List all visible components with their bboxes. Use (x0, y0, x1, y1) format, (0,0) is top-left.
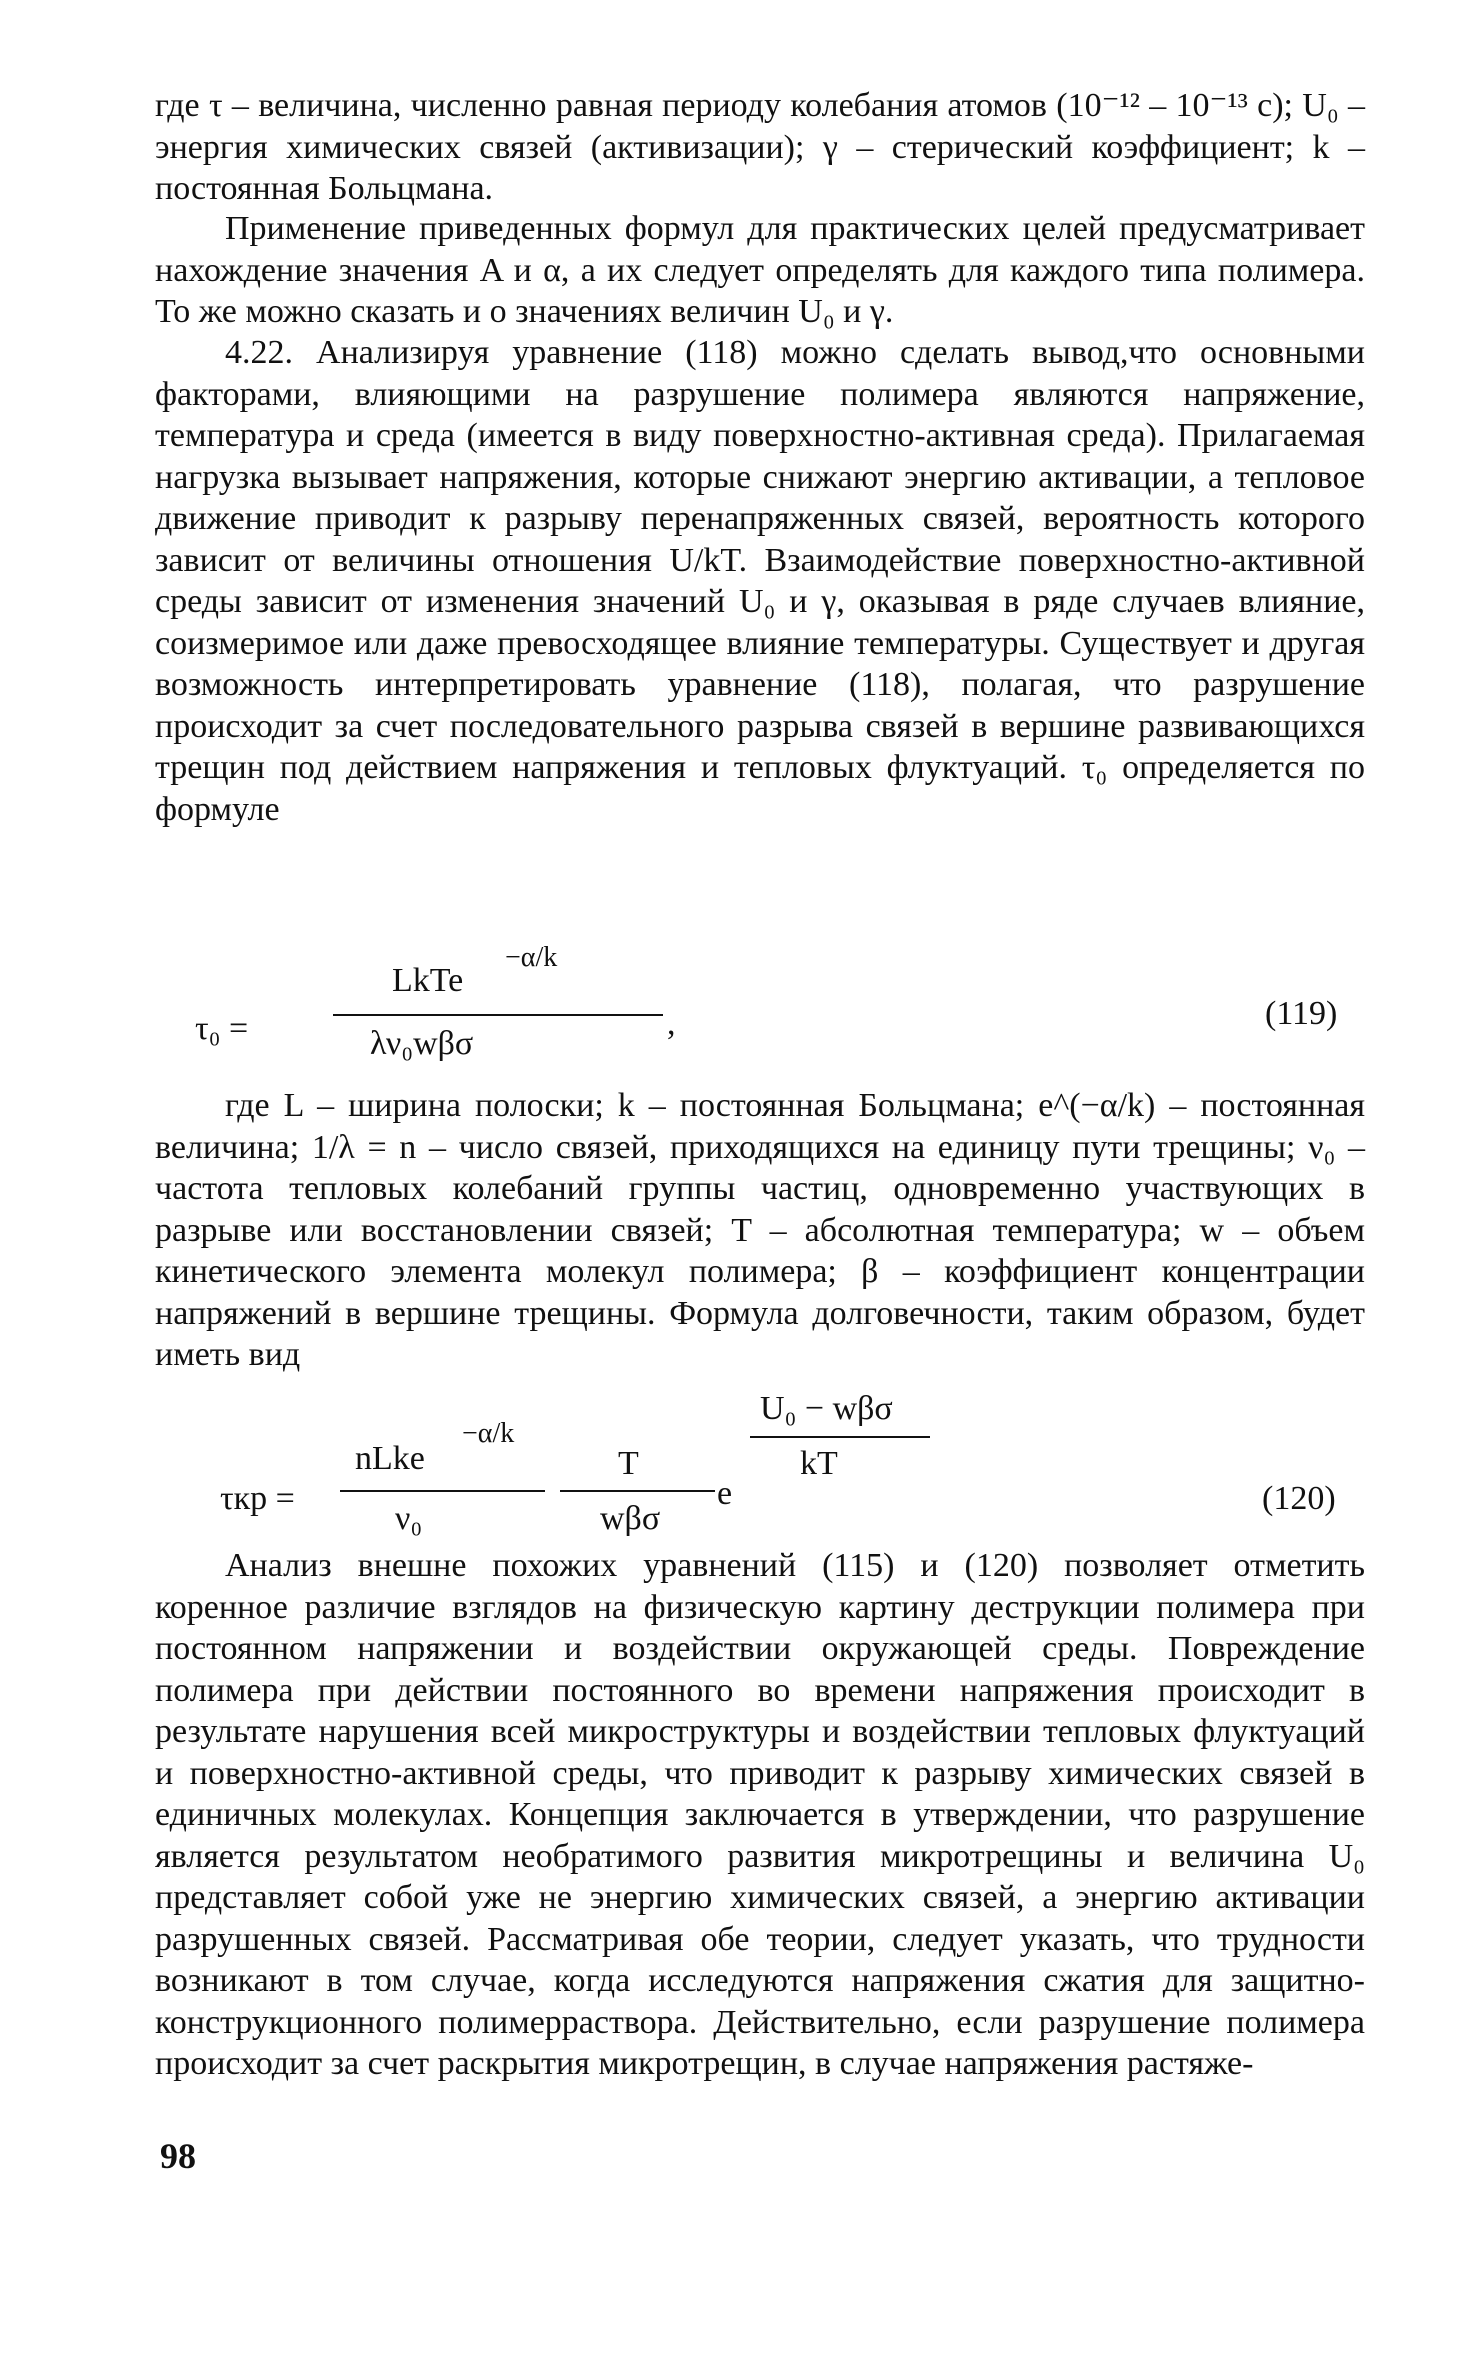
eq120-exponent-1: −α/k (462, 1418, 515, 1449)
eq119-fraction-line (333, 1014, 663, 1016)
eq120-numerator-1: nLke (355, 1440, 425, 1477)
eq120-number: (120) (1262, 1480, 1336, 1517)
paragraph-analysis (155, 1545, 1365, 2085)
paragraph-3: 4.22. Анализируя уравнение (118) можно сделать вывод,что основными факторами, влияющими на разрушение полимера являются напряжение, температура и среда (имеется в виду поверхностно-активная среда). Прилагаемая нагрузка вызывает напряжения, которые снижают энергию активации, а тепловое движение приводит к разрыву перенапряженных связей, вероятность которого зависит от величины отношения U/kT. Взаимодействие поверхностно-активной среды зависит от изменения значений U₀ и γ, оказывая в ряде случаев влияние, соизмеримое или даже превосходящее влияние температуры. Существует и другая возможность интерпретировать уравнение (118), полагая, что разрушение происходит за счет последовательного разрыва связей в вершине развивающихся трещин под действием напряжения и тепловых флуктуаций. τ₀ определяется по формуле (155, 334, 1365, 828)
eq120-numerator-2: T (618, 1445, 639, 1482)
eq120-exponent-line (750, 1436, 930, 1438)
eq120-exponent-denominator: kT (800, 1445, 838, 1482)
paragraph-1: где τ – величина, численно равная периоду колебания атомов (10⁻¹² – 10⁻¹³ с); U₀ – энергия химических связей (активизации); γ – стерический коэффициент; k – постоянная Больцмана. (155, 87, 1365, 207)
eq120-e: e (717, 1475, 733, 1512)
paragraph-application (155, 208, 1365, 333)
paragraph-definitions (155, 85, 1365, 210)
eq120-denominator-2: wβσ (600, 1500, 661, 1537)
paragraph-4: где L – ширина полоски; k – постоянная Больцмана; e^(−α/k) – постоянная величина; 1/λ = n – число связей, приходящихся на единицу пути трещины; ν₀ – частота тепловых колебаний группы частиц, одновременно участвующих в разрыве или восстановлении связей; T – абсолютная температура; w – объем кинетического элемента молекул полимера; β – коэффициент концентрации напряжений в вершине трещины. Формула долговечности, таким образом, будет иметь вид (155, 1087, 1365, 1373)
eq119-numerator: LkTe (392, 962, 464, 999)
paragraph-where-L (155, 1085, 1365, 1376)
eq119-comma: , (667, 1005, 676, 1042)
eq120-fraction-line-1 (340, 1490, 545, 1492)
eq119-number: (119) (1265, 995, 1338, 1032)
eq120-fraction-line-2 (560, 1490, 715, 1492)
eq119-denominator: λν₀wβσ (370, 1025, 474, 1062)
eq119-exponent: −α/k (505, 942, 558, 973)
eq120-exponent-numerator: U₀ − wβσ (760, 1390, 893, 1427)
eq120-lhs: τкр = (220, 1480, 295, 1517)
eq119-lhs: τ₀ = (195, 1010, 249, 1047)
eq120-denominator-1: ν₀ (395, 1500, 423, 1537)
paragraph-2: Применение приведенных формул для практических целей предусматривает нахождение значения A и α, а их следует определять для каждого типа полимера. То же можно сказать и о значениях величин U₀ и γ. (155, 210, 1365, 330)
page-number: 98 (160, 2136, 196, 2176)
section-4-22 (155, 332, 1365, 830)
paragraph-5: Анализ внешне похожих уравнений (115) и (120) позволяет отметить коренное различие взглядов на физическую картину деструкции полимера при постоянном напряжении и воздействии окружающей среды. Повреждение полимера при действии постоянного во времени напряжения происходит в результате нарушения всей микроструктуры и воздействии тепловых флуктуаций и поверхностно-активной среды, что приводит к разрыву химических связей в единичных молекулах. Концепция заключается в утверждении, что разрушение является результатом необратимого развития микротрещины и величина U₀ представляет собой уже не энергию химических связей, а энергию активации разрушенных связей. Рассматривая обе теории, следует указать, что трудности возникают в том случае, когда исследуются напряжения сжатия для защитно-конструкционного полимерраствора. Действительно, если разрушение полимера происходит за счет раскрытия микротрещин, в случае напряжения растяже- (155, 1547, 1365, 2082)
